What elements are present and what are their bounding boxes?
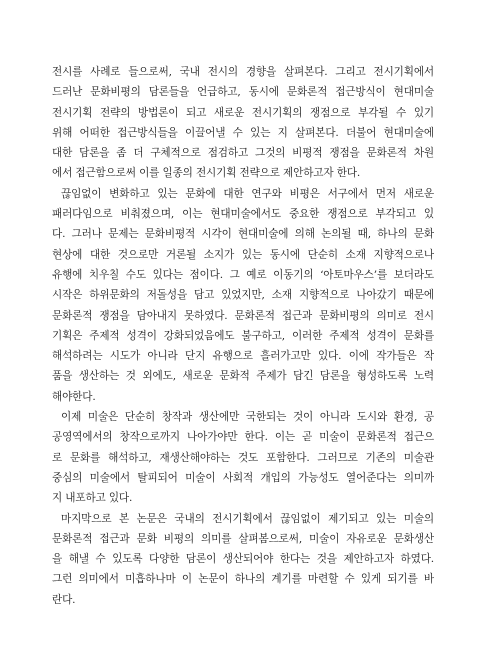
text-line: 지 내포하고 있다. [52, 492, 133, 505]
paragraph-3 [52, 407, 434, 508]
text-line: 해석하려는 시도가 아니라 단지 유행으로 흘러가고만 있다. 이에 작가들은 작 [52, 350, 434, 363]
text-line: 드러난 문화비평의 담론들을 언급하고, 동시에 문화론적 접근방식이 현대미술 [52, 86, 434, 99]
text-line: 위해 어떠한 접근방식들을 이끌어낼 수 있는 지 살펴본다. 더불어 현대미술에 [52, 126, 434, 139]
text-line: 전시를 사례로 들으로써, 국내 전시의 경향을 살펴본다. 그리고 전시기획에서 [52, 66, 434, 78]
text-line: 끊임없이 변화하고 있는 문화에 대한 연구와 비평은 서구에서 먼저 새로운 [61, 187, 434, 200]
text-line: 유행에 치우칠 수도 있다는 점이다. 그 예로 이동기의 ‘아토마우스’를 보더라도 [52, 268, 434, 281]
text-line: 기획은 주제적 성격이 강화되었음에도 불구하고, 이러한 주제적 성격이 문화를 [52, 329, 434, 342]
text-line: 대한 담론을 좀 더 구체적으로 점검하고 그것의 비평적 쟁점을 문화론적 차원 [52, 147, 434, 160]
paragraph-2 [52, 184, 434, 407]
text-line: 품을 생산하는 것 외에도, 새로운 문화적 주제가 담긴 담론을 형성하도록 노력 [52, 370, 434, 383]
paragraph-1 [52, 62, 434, 184]
text-line: 현상에 대한 것으로만 거론될 소지가 있는 동시에 단순히 소재 지향적으로나 [52, 248, 434, 261]
text-line: 다. 그러나 문제는 문화비평적 시각이 현대미술에 의해 논의될 때, 하나의 문화 [52, 228, 434, 241]
text-line: 마지막으로 본 논문은 국내의 전시기획에서 끊임없이 제기되고 있는 미술의 [61, 512, 434, 525]
text-line: 문화론적 쟁점을 담아내지 못하였다. 문화론적 접근과 문화비평의 의미로 전시 [52, 309, 434, 322]
text-line: 전시기획 전략의 방법론이 되고 새로운 전시기획의 쟁점으로 부각될 수 있기 [52, 106, 434, 119]
text-line: 을 해낼 수 있도록 다양한 담론이 생산되어야 한다는 것을 제안하고자 하였다. [52, 553, 434, 566]
text-line: 그런 의미에서 미흡하나마 이 논문이 하나의 계기를 마련할 수 있게 되기를 바 [52, 573, 434, 586]
text-line: 이제 미술은 단순히 창작과 생산에만 국한되는 것이 아니라 도시와 환경, 공 [61, 411, 434, 424]
text-line: 란다. [52, 593, 76, 606]
text-line: 해야한다. [52, 390, 96, 403]
text-line: 에서 접근함으로써 이를 일종의 전시기획 전략으로 제안하고자 한다. [52, 167, 361, 180]
text-line: 중심의 미술에서 탈피되어 미술이 사회적 개입의 가능성도 열어준다는 의미까 [52, 471, 434, 484]
text-line: 패러다임으로 비춰졌으며, 이는 현대미술에서도 중요한 쟁점으로 부각되고 있 [52, 208, 434, 221]
document-body [52, 62, 434, 610]
text-line: 로 문화를 해석하고, 재생산해야하는 것도 포함한다. 그러므로 기존의 미술관 [52, 451, 434, 464]
paragraph-4 [52, 509, 434, 610]
text-line: 공영역에서의 창작으로까지 나아가야만 한다. 이는 곧 미술이 문화론적 접근으 [52, 431, 434, 444]
text-line: 시작은 하위문화의 저돌성을 담고 있었지만, 소재 지향적으로 나아갔기 때문에 [52, 289, 434, 302]
text-line: 문화론적 접근과 문화 비평의 의미를 살펴봄으로써, 미술이 자유로운 문화생산 [52, 532, 434, 545]
